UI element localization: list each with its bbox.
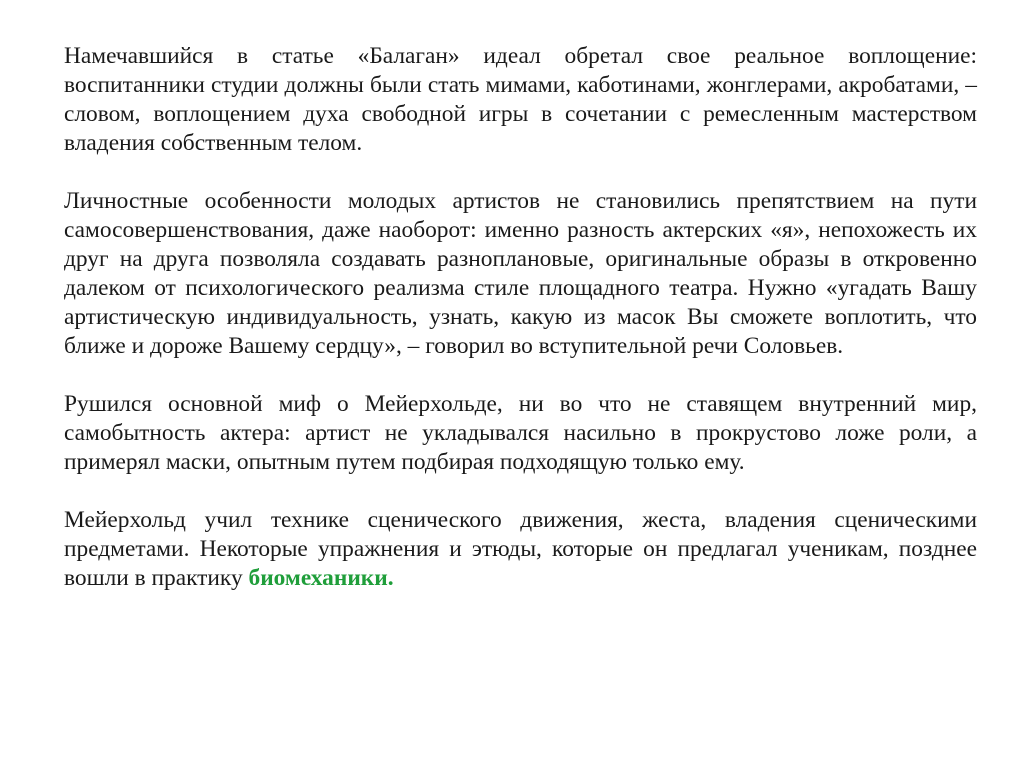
paragraph-meyerhold-myth: Рушился основной миф о Мейерхольде, ни во что не ставящем внутренний мир, самобытность актера: артист не укладывался насильно в прокрустово ложе роли, а примерял маски, опытным путем подбирая подходящую только ему. [64,391,977,475]
slide-body [64,42,977,593]
paragraph-actor-individuality: Личностные особенности молодых артистов не становились препятствием на пути самосовершенствования, даже наоборот: именно разность актерских «я», непохожесть их друг на друга позволяла создавать разноплановые, оригинальные образы в откровенно далеком от психологического реализма стиле площадного театра. Нужно «угадать Вашу артистическую индивидуальность, узнать, какую из масок Вы сможете воплотить, что ближе и дороже Вашему сердцу», – говорил во вступительной речи Соловьев. [64,188,977,359]
biomechanics-highlight: биомеханики. [248,565,394,591]
paragraph-balagan-ideal: Намечавшийся в статье «Балаган» идеал обретал свое реальное воплощение: воспитанники студии должны были стать мимами, каботинами, жонглерами, акробатами, – словом, воплощением духа свободной игры в сочетании с ремесленным мастерством владения собственным телом. [64,43,977,156]
paragraph-stage-movement-text: Мейерхольд учил технике сценического движения, жеста, владения сценическими предметами. Некоторые упражнения и этюды, которые он предлагал ученикам, позднее вошли в практику [64,507,977,591]
paragraph-stage-movement [64,506,977,593]
